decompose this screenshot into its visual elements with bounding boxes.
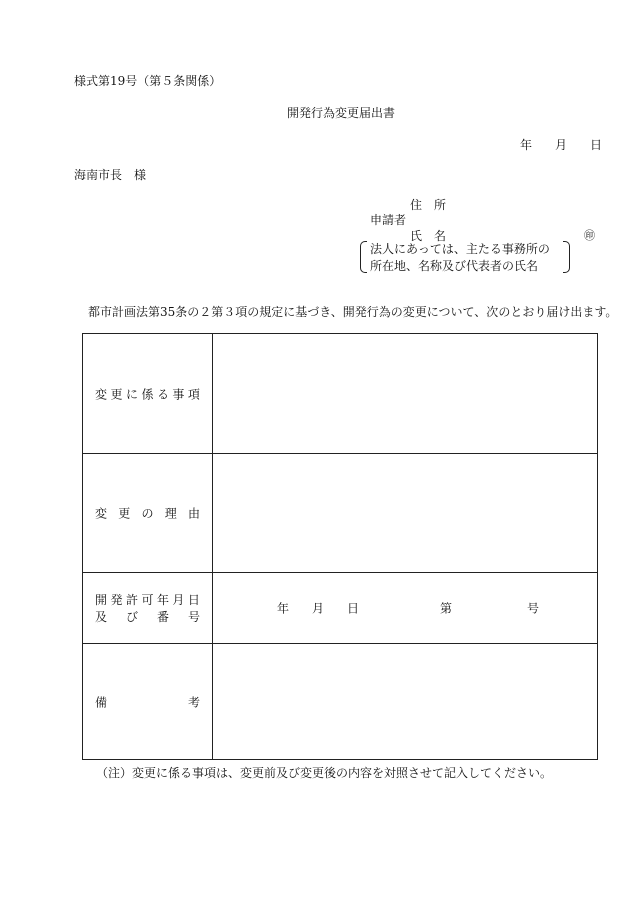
label-character: 係 — [141, 387, 154, 401]
form-number: 様式第19号（第５条関係） — [74, 74, 222, 88]
label-character: に — [125, 387, 138, 401]
seal-mark: ㊞ — [584, 229, 595, 242]
row-permit-info — [83, 573, 597, 644]
label-permit-info — [95, 591, 200, 625]
permit-month-label: 月 — [312, 601, 325, 616]
label-character: の — [141, 506, 154, 521]
form-table — [82, 333, 598, 760]
remarks-field[interactable] — [214, 644, 597, 759]
label-character: 可 — [141, 593, 154, 607]
label-cell — [83, 454, 213, 572]
footnote: （注）変更に係る事項は、変更前及び変更後の内容を対照させて記入してください。 — [96, 766, 553, 780]
label-character: 考 — [187, 695, 200, 709]
label-changed-items — [95, 385, 200, 402]
row-change-reason — [83, 454, 597, 573]
row-remarks — [83, 644, 597, 759]
label-character: 日 — [187, 593, 200, 607]
label-character: 更 — [110, 387, 123, 401]
changed-items-field[interactable] — [214, 334, 597, 453]
label-cell — [83, 334, 213, 453]
label-character: び — [125, 610, 138, 624]
label-character: 変 — [95, 387, 108, 401]
applicant-label: 申請者 — [370, 213, 407, 227]
label-character: 事 — [172, 387, 185, 401]
label-character: 許 — [125, 593, 138, 607]
address-label: 住 所 — [410, 198, 447, 212]
right-bracket — [563, 241, 570, 273]
label-character: 開 — [95, 593, 108, 607]
permit-number-suffix: 号 — [527, 601, 540, 616]
label-permit-line-2 — [95, 608, 200, 625]
label-cell — [83, 644, 213, 759]
name-label: 氏 名 — [410, 229, 447, 243]
statement-text: 都市計画法第35条の２第３項の規定に基づき、開発行為の変更について、次のとおり届け出ます。 — [88, 305, 618, 319]
row-changed-items — [83, 334, 597, 454]
label-character: る — [156, 387, 169, 401]
label-character: 備 — [95, 695, 108, 709]
permit-day-label: 日 — [347, 601, 360, 616]
permit-info-field[interactable] — [214, 573, 597, 643]
label-remarks — [95, 693, 200, 710]
label-character: 項 — [187, 387, 200, 401]
label-character: 月 — [172, 593, 185, 607]
submission-date — [520, 136, 602, 153]
label-character: 理 — [164, 506, 177, 521]
permit-number-prefix: 第 — [440, 601, 453, 616]
document-title: 開発行為変更届出書 — [287, 106, 396, 120]
corporate-note — [360, 240, 570, 274]
label-character: 及 — [95, 610, 108, 624]
label-character: 号 — [187, 610, 200, 624]
date-year-label: 年 — [520, 138, 533, 152]
addressee: 海南市長 様 — [74, 168, 147, 182]
label-character: 年 — [156, 593, 169, 607]
permit-year-label: 年 — [277, 601, 290, 616]
label-permit-line-1 — [95, 591, 200, 608]
label-cell — [83, 573, 213, 643]
label-character: 発 — [110, 593, 123, 607]
left-bracket — [360, 241, 367, 273]
label-character: 由 — [187, 506, 200, 521]
date-month-label: 月 — [554, 138, 567, 152]
label-character: 更 — [118, 506, 131, 521]
label-change-reason — [95, 505, 200, 522]
label-character: 番 — [156, 610, 169, 624]
corporate-note-line-1: 法人にあっては、主たる事務所の — [370, 242, 550, 256]
corporate-note-line-2: 所在地、名称及び代表者の氏名 — [370, 259, 539, 273]
date-day-label: 日 — [589, 138, 602, 152]
label-character: 変 — [95, 506, 108, 521]
change-reason-field[interactable] — [214, 454, 597, 572]
